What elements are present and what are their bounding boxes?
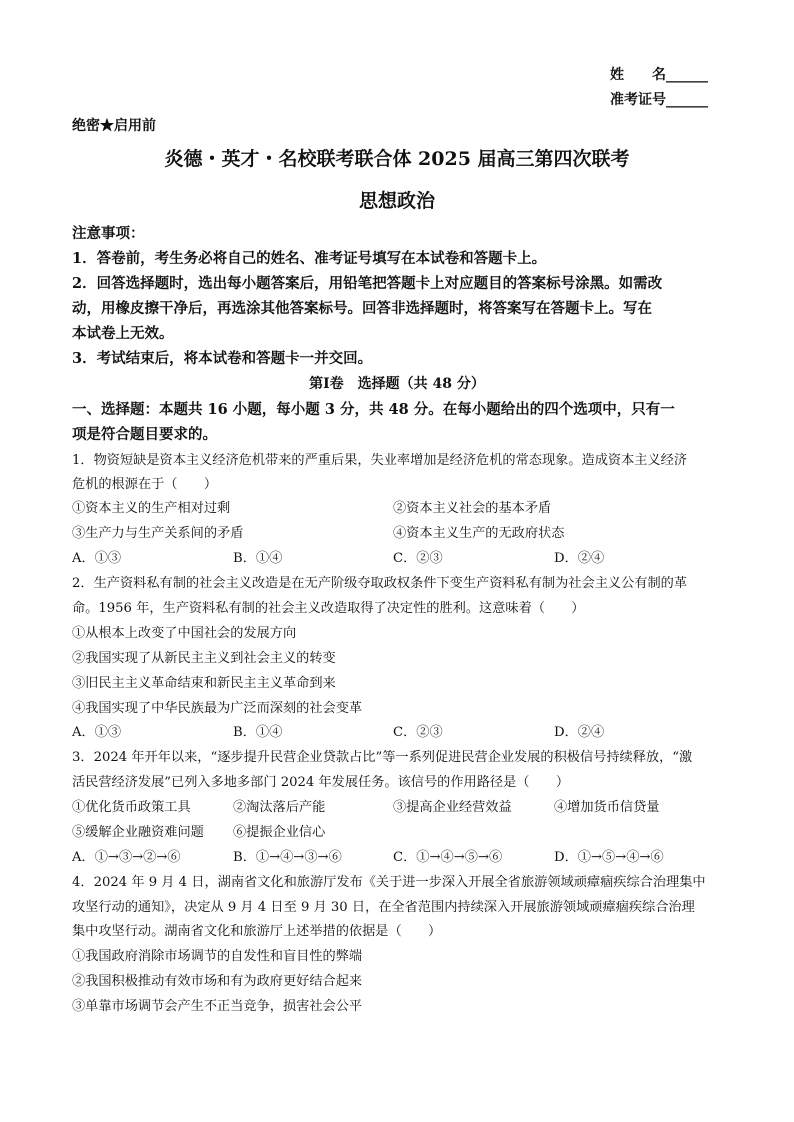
- q3-option-4: ④增加货币信贷量: [554, 800, 660, 815]
- q2-option-2: ②我国实现了从新民主主义到社会主义的转变: [72, 651, 336, 666]
- notice-item-2-line-1: 2．回答选择题时，选出每小题答案后，用铅笔把答题卡上对应题目的答案标号涂黑。如需改: [72, 275, 663, 292]
- q3-option-2: ②淘汰落后产能: [233, 800, 326, 815]
- q2-choice-b: B．①④: [233, 725, 283, 740]
- notice-item-2-line-3: 本试卷上无效。: [72, 325, 174, 342]
- secret-mark: 绝密★启用前: [72, 118, 156, 134]
- q2-option-3: ③旧民主主义革命结束和新民主主义革命到来: [72, 676, 336, 691]
- q2-choice-c: C．②③: [393, 725, 443, 740]
- q4-option-2: ②我国积极推动有效市场和有为政府更好结合起来: [72, 974, 363, 989]
- q3-option-6: ⑥提振企业信心: [233, 825, 326, 840]
- q4-stem-line-3: 集中攻坚行动。湖南省文化和旅游厅上述举措的依据是（ ）: [72, 924, 442, 939]
- q4-option-3: ③单靠市场调节会产生不正当竞争，损害社会公平: [72, 999, 363, 1014]
- notice-item-3: 3．考试结束后，将本试卷和答题卡一并交回。: [72, 350, 373, 367]
- subject-title: 思想政治: [358, 190, 435, 212]
- q3-choice-a: A．①→③→②→⑥: [72, 850, 181, 865]
- q4-stem-line-1: 4．2024 年 9 月 4 日，湖南省文化和旅游厅发布《关于进一步深入开展全省旅游领域顽瘴痼疾综合治理集中: [72, 875, 706, 890]
- q1-choice-a: A．①③: [72, 551, 122, 566]
- q2-option-1: ①从根本上改变了中国社会的发展方向: [72, 626, 297, 641]
- q3-choice-d: D．①→⑤→④→⑥: [554, 850, 664, 865]
- q3-choice-b: B．①→④→③→⑥: [233, 850, 342, 865]
- q3-stem-line-1: 3．2024 年开年以来，“逐步提升民营企业贷款占比”等一系列促进民营企业发展的积极信号持续释放，“激: [72, 750, 693, 765]
- q1-stem-line-1: 1．物资短缺是资本主义经济危机带来的严重后果，失业率增加是经济危机的常态现象。造成资本主义经济: [72, 453, 688, 468]
- section-intro-line-2: 项是符合题目要求的。: [72, 426, 217, 443]
- q2-choice-a: A．①③: [72, 725, 122, 740]
- q1-choice-c: C．②③: [393, 551, 443, 566]
- q1-option-2: ②资本主义社会的基本矛盾: [393, 501, 552, 516]
- q3-stem-line-2: 活民营经济发展”已列入多地多部门 2024 年发展任务。该信号的作用路径是（ ）: [72, 775, 570, 790]
- q2-option-4: ④我国实现了中华民族最为广泛而深刻的社会变革: [72, 701, 363, 716]
- q2-stem-line-2: 命。1956 年，生产资料私有制的社会主义改造取得了决定性的胜利。这意味着（ ）: [72, 601, 585, 616]
- notice-heading: 注意事项：: [72, 225, 145, 242]
- q2-choice-d: D．②④: [554, 725, 605, 740]
- q4-option-1: ①我国政府消除市场调节的自发性和盲目性的弊端: [72, 949, 363, 964]
- q1-option-3: ③生产力与生产关系间的矛盾: [72, 526, 244, 541]
- q1-stem-line-2: 危机的根源在于（ ）: [72, 477, 218, 492]
- q1-option-4: ④资本主义生产的无政府状态: [393, 526, 565, 541]
- exam-title: 炎德・英才・名校联考联合体 2025 届高三第四次联考: [164, 148, 630, 170]
- name-field-label: 姓 名______: [610, 67, 708, 83]
- section-title: 第Ⅰ卷 选择题（共 48 分）: [309, 376, 485, 392]
- notice-item-2-line-2: 动，用橡皮擦干净后，再选涂其他答案标号。回答非选择题时，将答案写在答题卡上。写在: [72, 300, 652, 317]
- q3-option-1: ①优化货币政策工具: [72, 800, 191, 815]
- q3-choice-c: C．①→④→⑤→⑥: [393, 850, 503, 865]
- exam-id-field-label: 准考证号______: [610, 92, 708, 108]
- q3-option-3: ③提高企业经营效益: [393, 800, 512, 815]
- q2-stem-line-1: 2．生产资料私有制的社会主义改造是在无产阶级夺取政权条件下变生产资料私有制为社会主义公有制的革: [72, 576, 688, 591]
- q1-option-1: ①资本主义的生产相对过剩: [72, 501, 231, 516]
- q1-choice-b: B．①④: [233, 551, 283, 566]
- q4-stem-line-2: 攻坚行动的通知》，决定从 9 月 4 日至 9 月 30 日，在全省范围内持续深入开展旅游领域顽瘴痼疾综合治理: [72, 900, 695, 915]
- q3-option-5: ⑤缓解企业融资难问题: [72, 825, 204, 840]
- q1-choice-d: D．②④: [554, 551, 605, 566]
- section-intro-line-1: 一、选择题：本题共 16 小题，每小题 3 分，共 48 分。在每小题给出的四个选项中，只有一: [72, 401, 675, 418]
- notice-item-1: 1．答卷前，考生务必将自己的姓名、准考证号填写在本试卷和答题卡上。: [72, 250, 547, 267]
